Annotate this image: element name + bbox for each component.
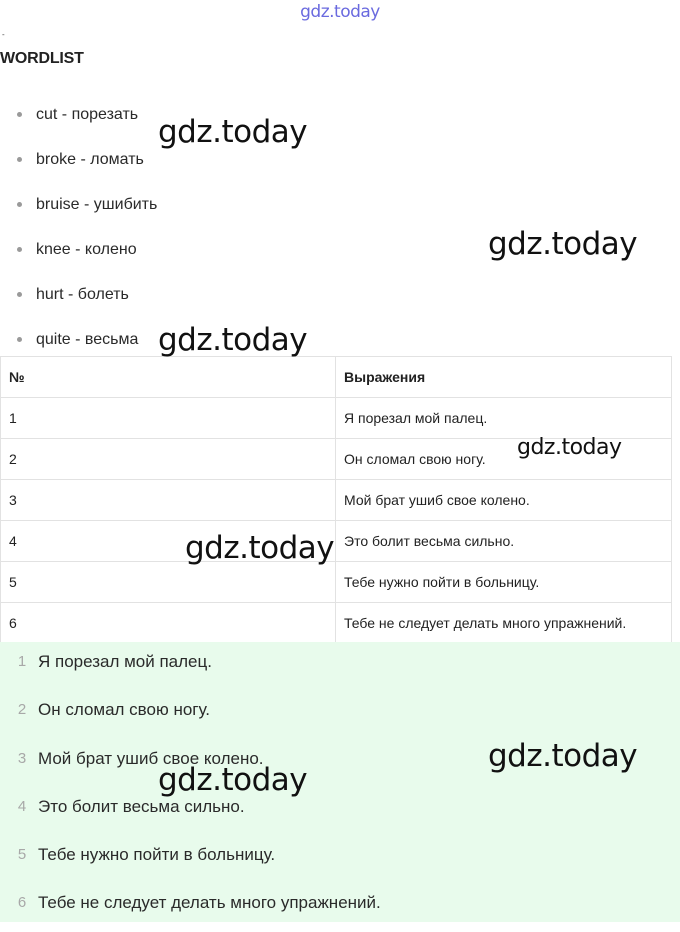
answer-item — [0, 835, 680, 883]
wordlist-item-text: cut - порезать — [36, 106, 139, 123]
expressions-table — [0, 356, 672, 644]
answer-block — [0, 642, 680, 922]
answer-item — [0, 883, 680, 931]
wordlist — [0, 92, 157, 362]
watermark: gdz.today — [488, 738, 638, 774]
answer-number: 5 — [17, 846, 27, 864]
list-item — [0, 137, 157, 182]
answer-text: Я порезал мой палец. — [38, 652, 212, 671]
decorative-mark: - — [2, 30, 5, 39]
wordlist-item-text: broke - ломать — [36, 151, 144, 168]
bullet-icon — [17, 247, 22, 252]
table-row — [1, 562, 672, 603]
bullet-icon — [17, 202, 22, 207]
answer-item — [0, 739, 680, 787]
row-number: 2 — [1, 439, 336, 480]
watermark: gdz.today — [158, 762, 308, 798]
list-item — [0, 92, 157, 137]
row-expression: Мой брат ушиб свое колено. — [336, 480, 672, 521]
row-number: 4 — [1, 521, 336, 562]
answer-text: Тебе нужно пойти в больницу. — [38, 845, 276, 865]
answer-number: 3 — [17, 749, 27, 767]
table-row — [1, 521, 672, 562]
column-header-number: № — [1, 357, 336, 398]
wordlist-title: WORDLIST — [0, 50, 84, 67]
answer-item — [0, 787, 680, 835]
row-expression: Он сломал свою ногу. — [336, 439, 672, 480]
table-row — [1, 480, 672, 521]
answer-item — [0, 642, 680, 690]
wordlist-item-text: knee - колено — [36, 241, 137, 258]
row-number: 5 — [1, 562, 336, 603]
list-item — [0, 272, 157, 317]
site-watermark-header: gdz.today — [300, 2, 380, 22]
answer-number: 2 — [17, 701, 27, 719]
row-expression: Тебе нужно пойти в больницу. — [336, 562, 672, 603]
list-item — [0, 227, 157, 272]
table-row — [1, 603, 672, 644]
answer-number: 6 — [17, 894, 27, 912]
row-expression: Тебе не следует делать много упражнений. — [336, 603, 672, 644]
answer-text: Тебе не следует делать много упражнений. — [38, 893, 381, 913]
bullet-icon — [17, 112, 22, 117]
watermark: gdz.today — [488, 226, 638, 262]
answer-item — [0, 690, 680, 738]
watermark: gdz.today — [185, 530, 335, 566]
answer-text: Он сломал свою ногу. — [38, 700, 211, 720]
answer-text: Мой брат ушиб свое колено. — [38, 748, 264, 768]
table-row — [1, 439, 672, 480]
watermark: gdz.today — [158, 322, 308, 358]
watermark: gdz.today — [517, 435, 622, 460]
row-number: 3 — [1, 480, 336, 521]
row-number: 6 — [1, 603, 336, 644]
bullet-icon — [17, 157, 22, 162]
answer-number: 1 — [17, 653, 27, 670]
row-expression: Это болит весьма сильно. — [336, 521, 672, 562]
wordlist-item-text: quite - весьма — [36, 331, 139, 348]
wordlist-item-text: bruise - ушибить — [36, 196, 158, 213]
row-expression: Я порезал мой палец. — [336, 398, 672, 439]
column-header-expressions: Выражения — [336, 357, 672, 398]
table-header-row — [1, 357, 672, 398]
watermark: gdz.today — [158, 114, 308, 150]
answer-list — [0, 642, 680, 932]
bullet-icon — [17, 292, 22, 297]
answer-number: 4 — [17, 797, 27, 815]
list-item — [0, 182, 157, 227]
table-row — [1, 398, 672, 439]
bullet-icon — [17, 337, 22, 342]
answer-text: Это болит весьма сильно. — [38, 796, 245, 816]
row-number: 1 — [1, 398, 336, 439]
wordlist-item-text: hurt - болеть — [36, 286, 129, 303]
